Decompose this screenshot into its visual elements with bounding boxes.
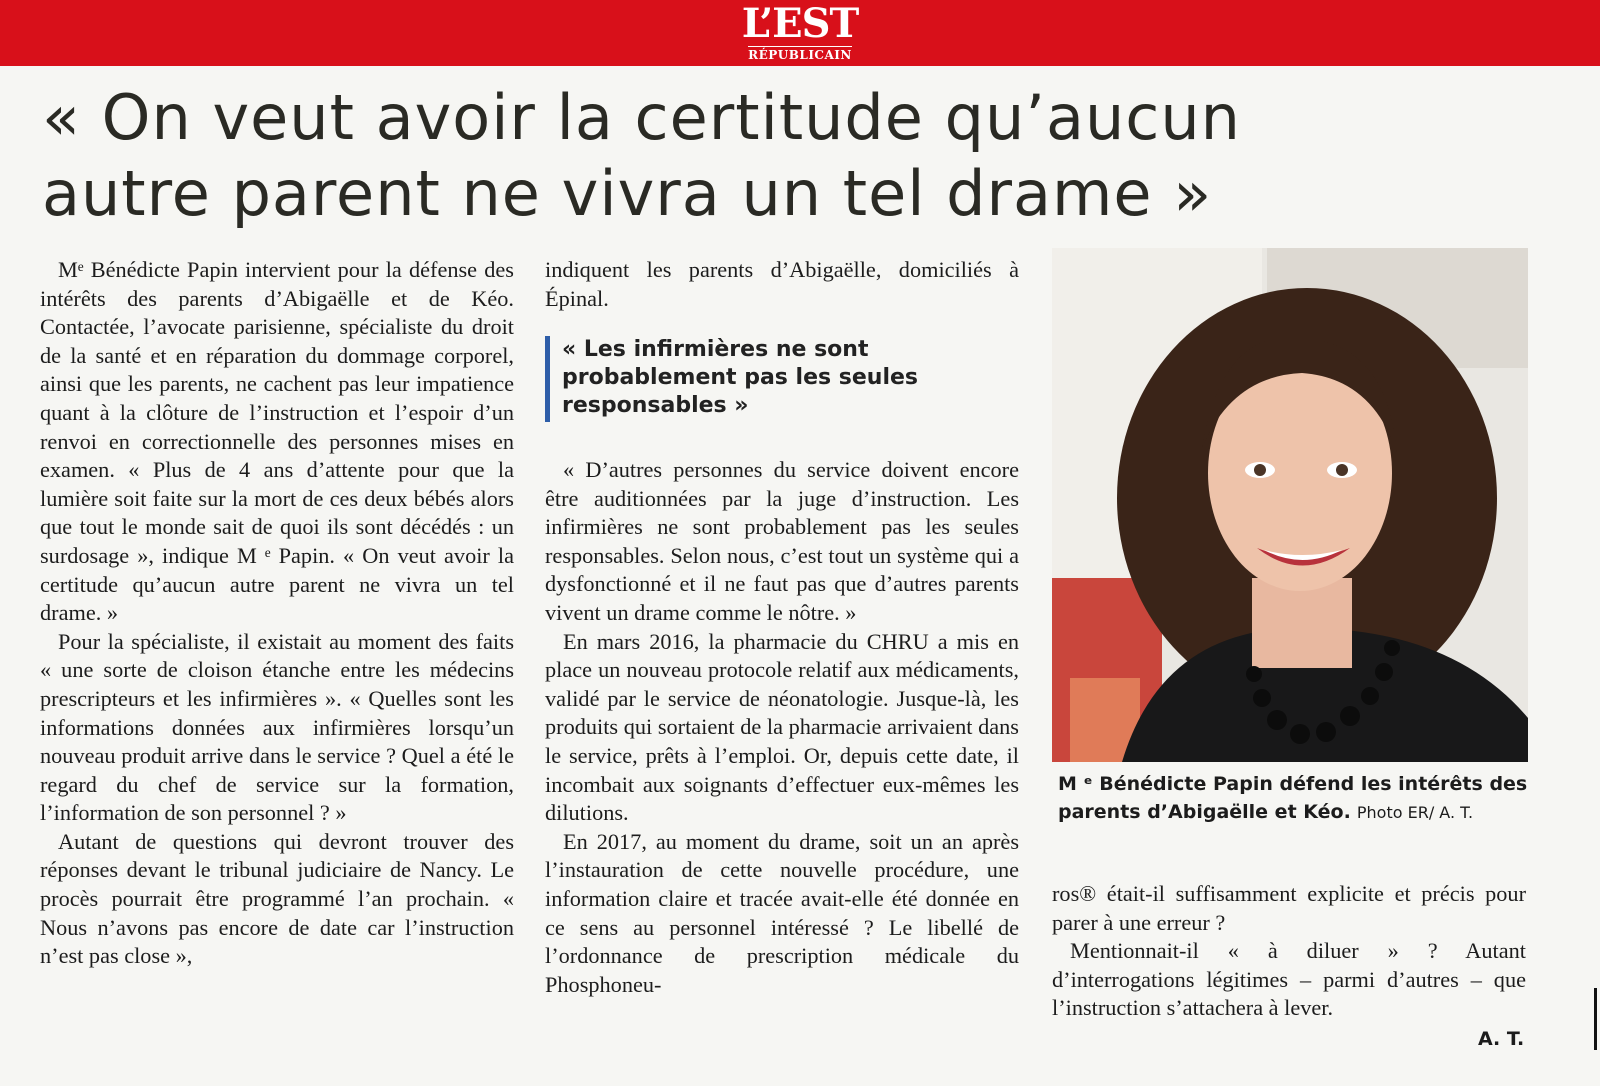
newspaper-logo [690,2,910,62]
headline-line-2: autre parent ne vivra un tel drame » [42,157,1213,230]
author-signature: A. T. [1478,1028,1525,1050]
photo-credit: Photo ER/ A. T. [1356,803,1474,822]
caption-text: M ᵉ Bénédicte Papin défend les intérêts des parents d’Abigaëlle et Kéo. [1058,773,1528,823]
paragraph: ros® était-il suffisamment explicite et précis pour parer à une erreur ? [1052,881,1526,935]
portrait-illustration [1052,248,1528,762]
paragraph: Mᵉ Bénédicte Papin intervient pour la défense des intérêts des parents d’Abigaëlle et de Kéo. Contactée, l’avocate parisienne, spécialiste du droit de la santé et en réparation du dommage corporel, ainsi que les parents, ne cachent pas leur impatience quant à la clôture de l’instruction et l’espoir d’un renvoi en correctionnelle des personnes mises en examen. « Plus de 4 ans d’attente pour que la lumière soit faite sur la mort de ces deux bébés alors que tout le monde sait de quoi ils sont décédés : un surdosage », indique M ᵉ Papin. « On veut avoir la certitude qu’aucun autre parent ne vivra un tel drame. » [40,257,514,626]
pull-quote [545,336,1032,422]
article-column-3 [1052,880,1526,1023]
paragraph: Autant de questions qui devront trouver des réponses devant le tribunal judiciaire de Nancy. Le procès pourrait être programmé l’an prochain. « Nous n’avons pas encore de date car l’instruction n’est pas close », [40,828,514,969]
article-column-2 [545,456,1019,999]
photo-caption [1058,770,1528,827]
article-column-2-top [545,256,1019,313]
pull-quote-text: « Les infirmières ne sont probablement pas les seules responsables » [562,337,918,418]
paragraph: En 2017, au moment du drame, soit un an après l’instauration de cette nouvelle procédure, une information claire et tracée avait-elle été donnée en ce sens au personnel intéressé ? Le libellé de l’ordonnance de prescription médicale du Phosphoneu- [545,828,1019,997]
paragraph: « D’autres personnes du service doivent encore être auditionnées par la juge d’instruction. Les infirmières ne sont probablement pas les seules responsables. Selon nous, c’est tout un système qui a dysfonctionné et il ne faut pas que d’autres parents vivent un drame comme le nôtre. » [545,457,1019,625]
portrait-photo [1052,248,1528,762]
paragraph: Pour la spécialiste, il existait au moment des faits « une sorte de cloison étanche entre les médecins prescripteurs et les infirmières ». « Quelles sont les informations données aux infirmières lorsqu’un nouveau produit arrive dans le service ? Quel a été le regard du chef de service sur la formation, l’information de son personnel ? » [40,628,514,826]
logo-name: L’EST [741,0,859,47]
edge-mark [1594,988,1597,1050]
headline [42,80,1562,232]
paragraph: En mars 2016, la pharmacie du CHRU a mis en place un nouveau protocole relatif aux médicaments, validé par le service de néonatologie. Jusque-là, les produits qui sortaient de la pharmacie arrivaient dans le service, prêts à l’emploi. Or, depuis cette date, il incombait aux soignants d’effectuer eux-mêmes les dilutions. [545,628,1019,826]
paragraph: indiquent les parents d’Abigaëlle, domiciliés à Épinal. [545,257,1019,311]
headline-line-1: « On veut avoir la certitude qu’aucun [42,81,1241,154]
masthead-banner [0,0,1600,66]
article-column-1 [40,256,514,971]
paragraph: Mentionnait-il « à diluer » ? Autant d’interrogations légitimes – parmi d’autres – que l’instruction s’attachera à lever. [1052,938,1526,1021]
logo-subtitle: RÉPUBLICAIN [748,48,852,62]
